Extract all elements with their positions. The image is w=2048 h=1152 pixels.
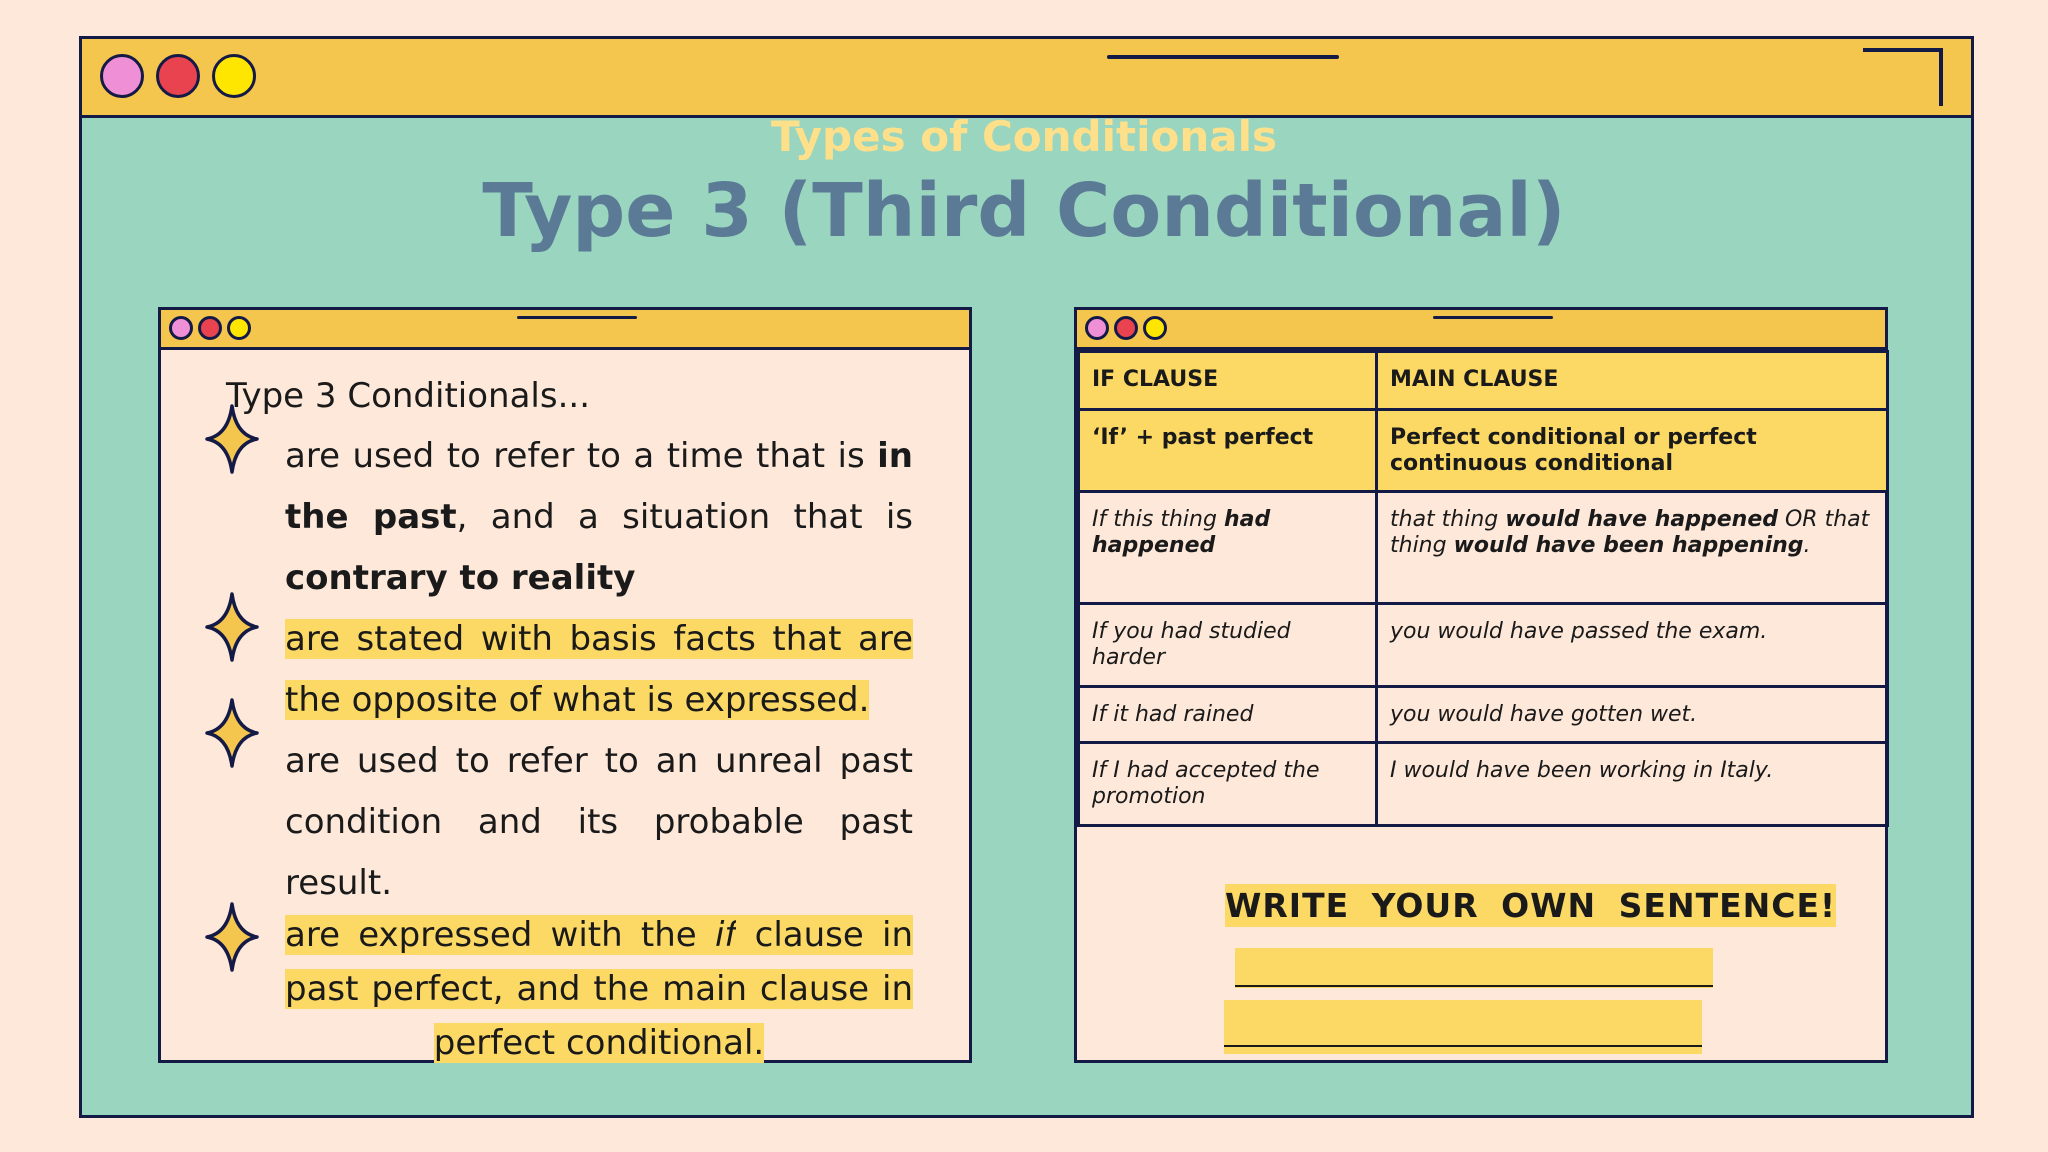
page-title: Type 3 (Third Conditional): [482, 168, 1566, 254]
bullet-1-bold-contrary: contrary to reality: [285, 558, 636, 598]
header-if-clause: IF CLAUSE: [1079, 352, 1377, 410]
table-row: [1079, 604, 1888, 687]
table-header-row: [1079, 352, 1888, 410]
conditionals-table: [1077, 350, 1889, 827]
main-cell-text: OR that thing: [1390, 507, 1870, 558]
main-cell: you would have gotten wet.: [1377, 687, 1888, 743]
window-dot-red[interactable]: [156, 54, 200, 98]
table-row: [1079, 743, 1888, 826]
panel-title-bar: [1077, 310, 1885, 350]
panel-dot-yellow[interactable]: [1143, 316, 1167, 340]
window-title-bar: [82, 39, 1971, 118]
sparkle-icon: [205, 592, 259, 662]
formula-main: Perfect conditional or perfect continuous conditional: [1377, 410, 1888, 492]
bullet-4-italic-if: if: [714, 915, 737, 955]
title-bar-line: [1107, 55, 1339, 59]
if-cell: [1079, 492, 1377, 604]
sparkle-icon: [205, 404, 259, 474]
window-dot-yellow[interactable]: [212, 54, 256, 98]
answer-line-2: [1224, 1045, 1702, 1047]
panel-bar-line: [1433, 316, 1553, 319]
write-sentence-prompt: WRITE YOUR OWN SENTENCE!: [1225, 886, 1837, 925]
if-cell: If I had accepted the promotion: [1079, 743, 1377, 826]
main-cell-text: that thing: [1390, 507, 1506, 532]
panel-dot-red[interactable]: [1114, 316, 1138, 340]
bullet-4-text: are expressed with the: [285, 915, 715, 955]
answer-box-1[interactable]: [1235, 948, 1713, 988]
bullet-1-bold-past: in the past: [285, 436, 913, 537]
panel-dot-pink[interactable]: [169, 316, 193, 340]
main-cell: you would have passed the exam.: [1377, 604, 1888, 687]
formula-row: [1079, 410, 1888, 492]
window-dot-pink[interactable]: [100, 54, 144, 98]
bullet-4-text-2: clause in past perfect, and the main clause in perfect conditional.: [285, 915, 914, 1063]
main-cell: [1377, 492, 1888, 604]
intro-text: Type 3 Conditionals...: [226, 376, 591, 416]
if-cell-bold: had happened: [1092, 507, 1271, 558]
main-cell-text: .: [1803, 533, 1811, 558]
bullet-2: [285, 609, 913, 731]
page-subtitle: Types of Conditionals: [771, 112, 1277, 161]
panel-bar-line: [517, 316, 637, 319]
panel-dot-red[interactable]: [198, 316, 222, 340]
sparkle-icon: [205, 698, 259, 768]
if-cell-text: If this thing: [1092, 507, 1224, 532]
main-cell: I would have been working in Italy.: [1377, 743, 1888, 826]
window-corner-icon: [1863, 48, 1943, 106]
table-row: [1079, 687, 1888, 743]
panel-dot-yellow[interactable]: [227, 316, 251, 340]
main-cell-bold: would have been happening: [1453, 533, 1804, 558]
formula-if: ‘If’ + past perfect: [1079, 410, 1377, 492]
bullet-1-text: are used to refer to a time that is: [285, 436, 878, 476]
sparkle-icon: [205, 902, 259, 972]
table-row: [1079, 492, 1888, 604]
bullet-3-text: are used to refer to an unreal past condition and its probable past result.: [285, 741, 913, 903]
if-cell: If you had studied harder: [1079, 604, 1377, 687]
definition-panel: [158, 307, 972, 1063]
header-main-clause: MAIN CLAUSE: [1377, 352, 1888, 410]
bullet-1-text-2: , and a situation that is: [456, 497, 913, 537]
bullet-4: [285, 908, 913, 1070]
bullet-1: [285, 426, 913, 609]
bullet-3: [285, 731, 913, 914]
main-cell-bold: would have happened: [1505, 507, 1778, 532]
panel-title-bar: [161, 310, 969, 350]
if-cell: If it had rained: [1079, 687, 1377, 743]
bullet-2-text: are stated with basis facts that are the opposite of what is expressed.: [285, 619, 913, 720]
panel-dot-pink[interactable]: [1085, 316, 1109, 340]
examples-panel: [1074, 307, 1888, 1063]
answer-line-1: [1235, 985, 1713, 987]
